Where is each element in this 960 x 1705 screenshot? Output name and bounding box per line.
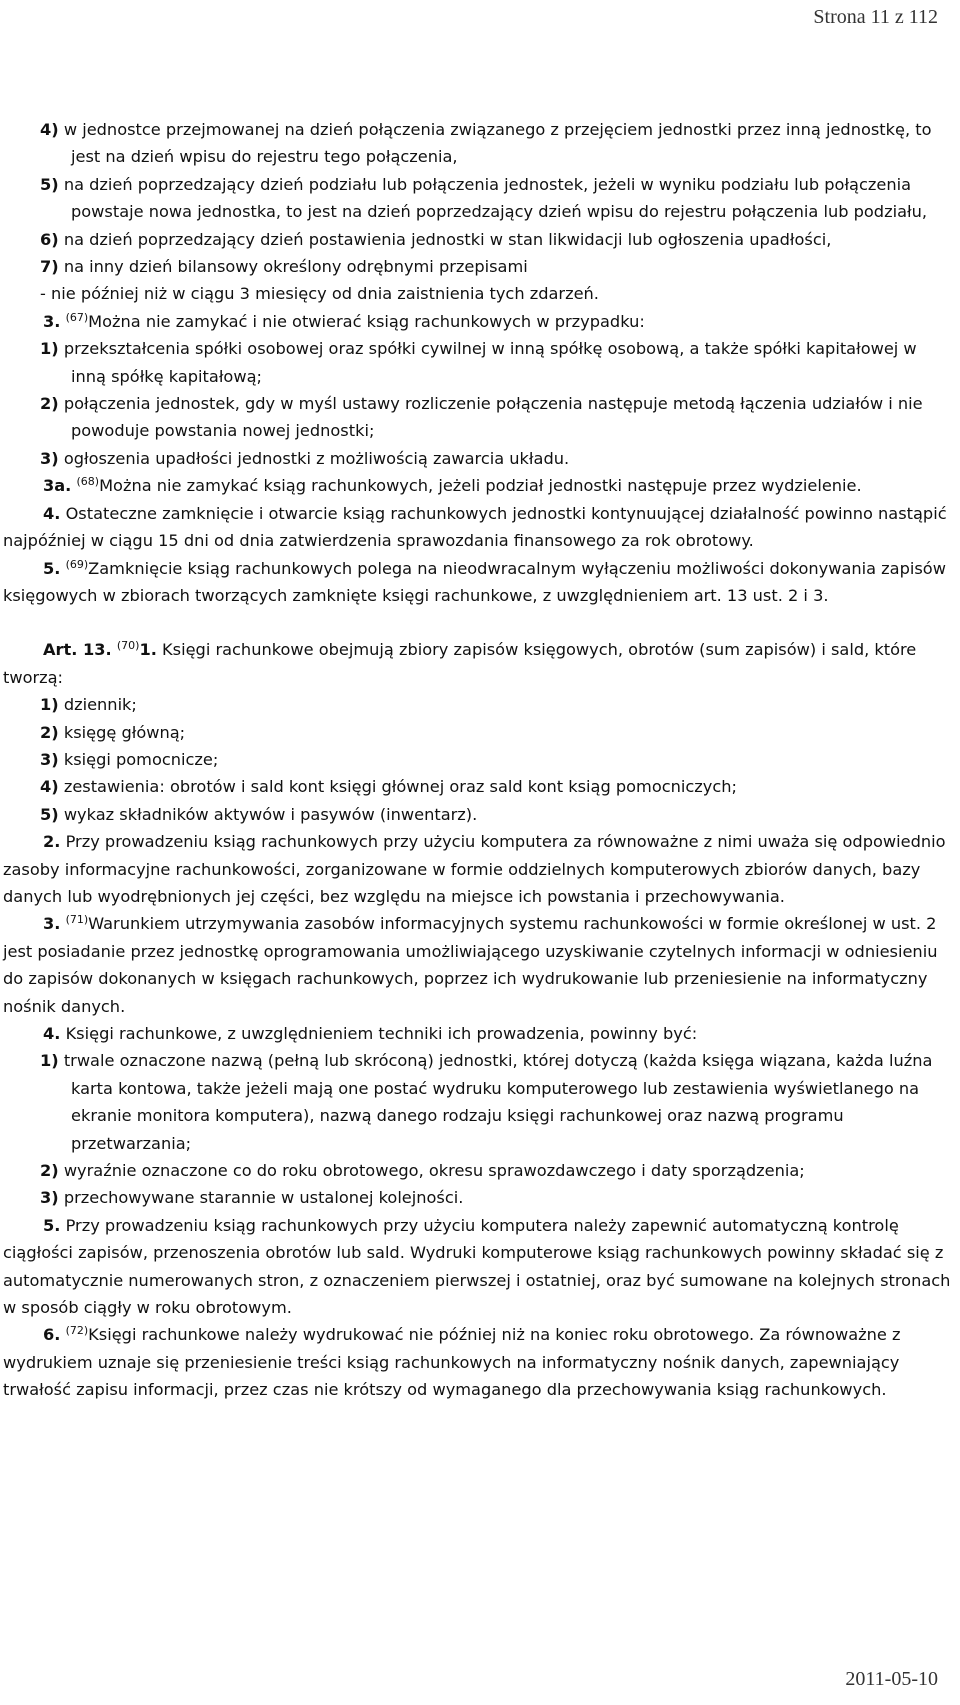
ust-number: 3. <box>43 311 61 331</box>
art-13-list-item <box>0 719 960 746</box>
ust-text: Księgi rachunkowe należy wydrukować nie później niż na koniec roku obrotowego. Za równoważne z wydrukiem uznaje się przeniesienie treści ksiąg rachunkowych na informatyczny nośnik danych, zapewniający trwałość zapisu informacji, przez czas nie krótszy od wymaganego dla przechowywania ksiąg rachunkowych. <box>3 1325 901 1400</box>
art-13-ust-4-item <box>0 1184 960 1211</box>
ust-text: Ostateczne zamknięcie i otwarcie ksiąg rachunkowych jednostki kontynuującej działalność powinno nastąpić najpóźniej w ciągu 15 dni od dnia zatwierdzenia sprawozdania finansowego za rok obrotowy. <box>3 503 947 551</box>
item-number: 4) <box>40 120 59 139</box>
ust-text: Przy prowadzeniu ksiąg rachunkowych przy użyciu komputera za równoważne z nimi uważa się odpowiednio zasoby informacyjne rachunkowości, zorganizowane w formie oddzielnych komputerowych zbiorów danych, bazy danych lub wyodrębnionych jej części, bez względu na miejsce ich powstania i przechowywania. <box>3 832 946 906</box>
ust-text: Księgi rachunkowe obejmują zbiory zapisów księgowych, obrotów (sum zapisów) i sald, które tworzą: <box>3 640 917 687</box>
ust-3a <box>0 472 960 499</box>
item-text: księgę główną; <box>58 722 186 742</box>
item-number: 1) <box>40 1051 59 1071</box>
footnote-ref: (68) <box>76 475 100 489</box>
item-number: 5) <box>40 804 59 824</box>
ust-5 <box>0 555 960 610</box>
list-item-4 <box>0 116 960 171</box>
dash-note: - nie później niż w ciągu 3 miesięcy od dnia zaistnienia tych zdarzeń. <box>40 284 599 304</box>
ust-number: 5. <box>43 558 61 578</box>
item-number: 3) <box>40 749 59 769</box>
ust-number: 5. <box>43 1215 61 1235</box>
ust-text: Można nie zamykać ksiąg rachunkowych, jeżeli podział jednostki następuje przez wydzielenie. <box>99 476 862 496</box>
ust-number: 4. <box>43 503 61 523</box>
item-text: przechowywane starannie w ustalonej kolejności. <box>58 1188 464 1208</box>
spacer <box>0 609 960 636</box>
ust-3-point-1 <box>0 335 960 390</box>
footnote-ref: (70) <box>116 639 140 653</box>
ust-3-point-3 <box>0 445 960 472</box>
ust-text: Zamknięcie ksiąg rachunkowych polega na nieodwracalnym wyłączeniu możliwości dokonywania zapisów księgowych w zbiorach tworzących zamknięte księgi rachunkowe, z uwzględnieniem art. 13 ust. 2 i 3. <box>3 558 946 605</box>
list-item-7 <box>0 253 960 280</box>
item-number: 4) <box>40 777 59 797</box>
item-text: na inny dzień bilansowy określony odrębnymi przepisami <box>58 257 528 277</box>
ust-number: 3. <box>43 914 61 934</box>
ust-text: Księgi rachunkowe, z uwzględnieniem techniki ich prowadzenia, powinny być: <box>60 1024 698 1043</box>
ust-number: 2. <box>43 832 61 852</box>
ust-number: 4. <box>43 1024 61 1043</box>
item-number: 2) <box>40 394 59 414</box>
item-text: połączenia jednostek, gdy w myśl ustawy rozliczenie połączenia następuje metodą łączenia udziałów i nie powoduje powstania nowej jednostki; <box>58 394 923 441</box>
item-text: zestawienia: obrotów i sald kont księgi głównej oraz sald kont ksiąg pomocniczych; <box>58 777 737 797</box>
item-number: 1) <box>40 339 59 359</box>
ust-number: 6. <box>43 1325 61 1345</box>
art-13-ust-3 <box>0 910 960 1020</box>
item-number: 1) <box>40 695 59 715</box>
art-13-ust-2 <box>0 828 960 910</box>
art-13-ust-4-item <box>0 1157 960 1184</box>
item-text: dziennik; <box>58 695 137 715</box>
item-text: wyraźnie oznaczone co do roku obrotowego, okresu sprawozdawczego i daty sporządzenia; <box>58 1161 805 1181</box>
ust-text: Przy prowadzeniu ksiąg rachunkowych przy użyciu komputera należy zapewnić automatyczną kontrolę ciągłości zapisów, przenoszenia obrotów lub sald. Wydruki komputerowe ksiąg rachunkowych powinny składać się z automatycznie numerowanych stron, z oznaczeniem pierwszej i ostatniej, oraz być sumowane na kolejnych stronach w sposób ciągły w roku obrotowym. <box>3 1215 951 1318</box>
item-text: przekształcenia spółki osobowej oraz spółki cywilnej w inną spółkę osobową, a także spółki kapitałowej w inną spółkę kapitałową; <box>58 339 917 386</box>
item-text: na dzień poprzedzający dzień postawienia jednostki w stan likwidacji lub ogłoszenia upadłości, <box>58 229 832 249</box>
art-13-ust-5 <box>0 1212 960 1322</box>
ust-3-heading <box>0 308 960 335</box>
ust-number: 3a. <box>43 476 72 496</box>
item-text: księgi pomocnicze; <box>58 749 219 769</box>
list-item-5 <box>0 171 960 226</box>
item-number: 2) <box>40 1161 59 1181</box>
item-number: 6) <box>40 229 59 249</box>
item-text: na dzień poprzedzający dzień podziału lub połączenia jednostek, jeżeli w wyniku podziału lub połączenia powstaje nowa jednostka, to jest na dzień poprzedzający dzień wpisu do rejestru połączenia lub podziału, <box>58 174 927 222</box>
ust-text: Można nie zamykać i nie otwierać ksiąg rachunkowych w przypadku: <box>88 311 645 331</box>
article-label: Art. 13. <box>43 640 112 660</box>
page-number-header: Strona 11 z 112 <box>813 6 938 28</box>
item-text: w jednostce przejmowanej na dzień połączenia związanego z przejęciem jednostki przez inną jednostkę, to jest na dzień wpisu do rejestru tego połączenia, <box>58 120 932 167</box>
art-13-ust-4 <box>0 1020 960 1047</box>
ust-text: Warunkiem utrzymywania zasobów informacyjnych systemu rachunkowości w formie określonej w ust. 2 jest posiadanie przez jednostkę oprogramowania umożliwiającego uzyskiwanie czytelnych informacji w odniesieniu do zapisów dokonanych w księgach rachunkowych, poprzez ich wydrukowanie lub przeniesienie na informatyczny nośnik danych. <box>3 914 938 1016</box>
ust-4 <box>0 500 960 555</box>
art-13-list-item <box>0 691 960 718</box>
list-item-6 <box>0 226 960 253</box>
footnote-ref: (67) <box>65 310 89 324</box>
ust-3-point-2 <box>0 390 960 445</box>
item-number: 3) <box>40 1188 59 1208</box>
item-number: 7) <box>40 257 59 277</box>
art-13-list-item <box>0 801 960 828</box>
item-number: 3) <box>40 448 59 468</box>
footnote-ref: (69) <box>65 557 89 571</box>
ust-number: 1. <box>139 640 157 660</box>
art-13-ust-6 <box>0 1321 960 1403</box>
art-13-list-item <box>0 773 960 800</box>
item-text: ogłoszenia upadłości jednostki z możliwością zawarcia układu. <box>58 448 570 468</box>
footnote-ref: (72) <box>65 1324 89 1338</box>
art-13-ust-4-item <box>0 1047 960 1157</box>
footer-date: 2011-05-10 <box>845 1668 938 1690</box>
item-text: wykaz składników aktywów i pasywów (inwentarz). <box>58 804 478 824</box>
item-number: 5) <box>40 174 59 194</box>
item-number: 2) <box>40 722 59 742</box>
art-13-list-item <box>0 746 960 773</box>
item-text: trwale oznaczone nazwą (pełną lub skróconą) jednostki, której dotyczą (każda księga wiązana, każda luźna karta kontowa, także jeżeli mają one postać wydruku komputerowego lub zestawienia wyświetlanego na ekranie monitora komputera), nazwą danego rodzaju księgi rachunkowej oraz nazwą programu przetwarzania; <box>58 1051 933 1153</box>
document-body <box>0 116 960 1404</box>
footnote-ref: (71) <box>65 913 89 927</box>
art-13-ust-1 <box>0 636 960 691</box>
